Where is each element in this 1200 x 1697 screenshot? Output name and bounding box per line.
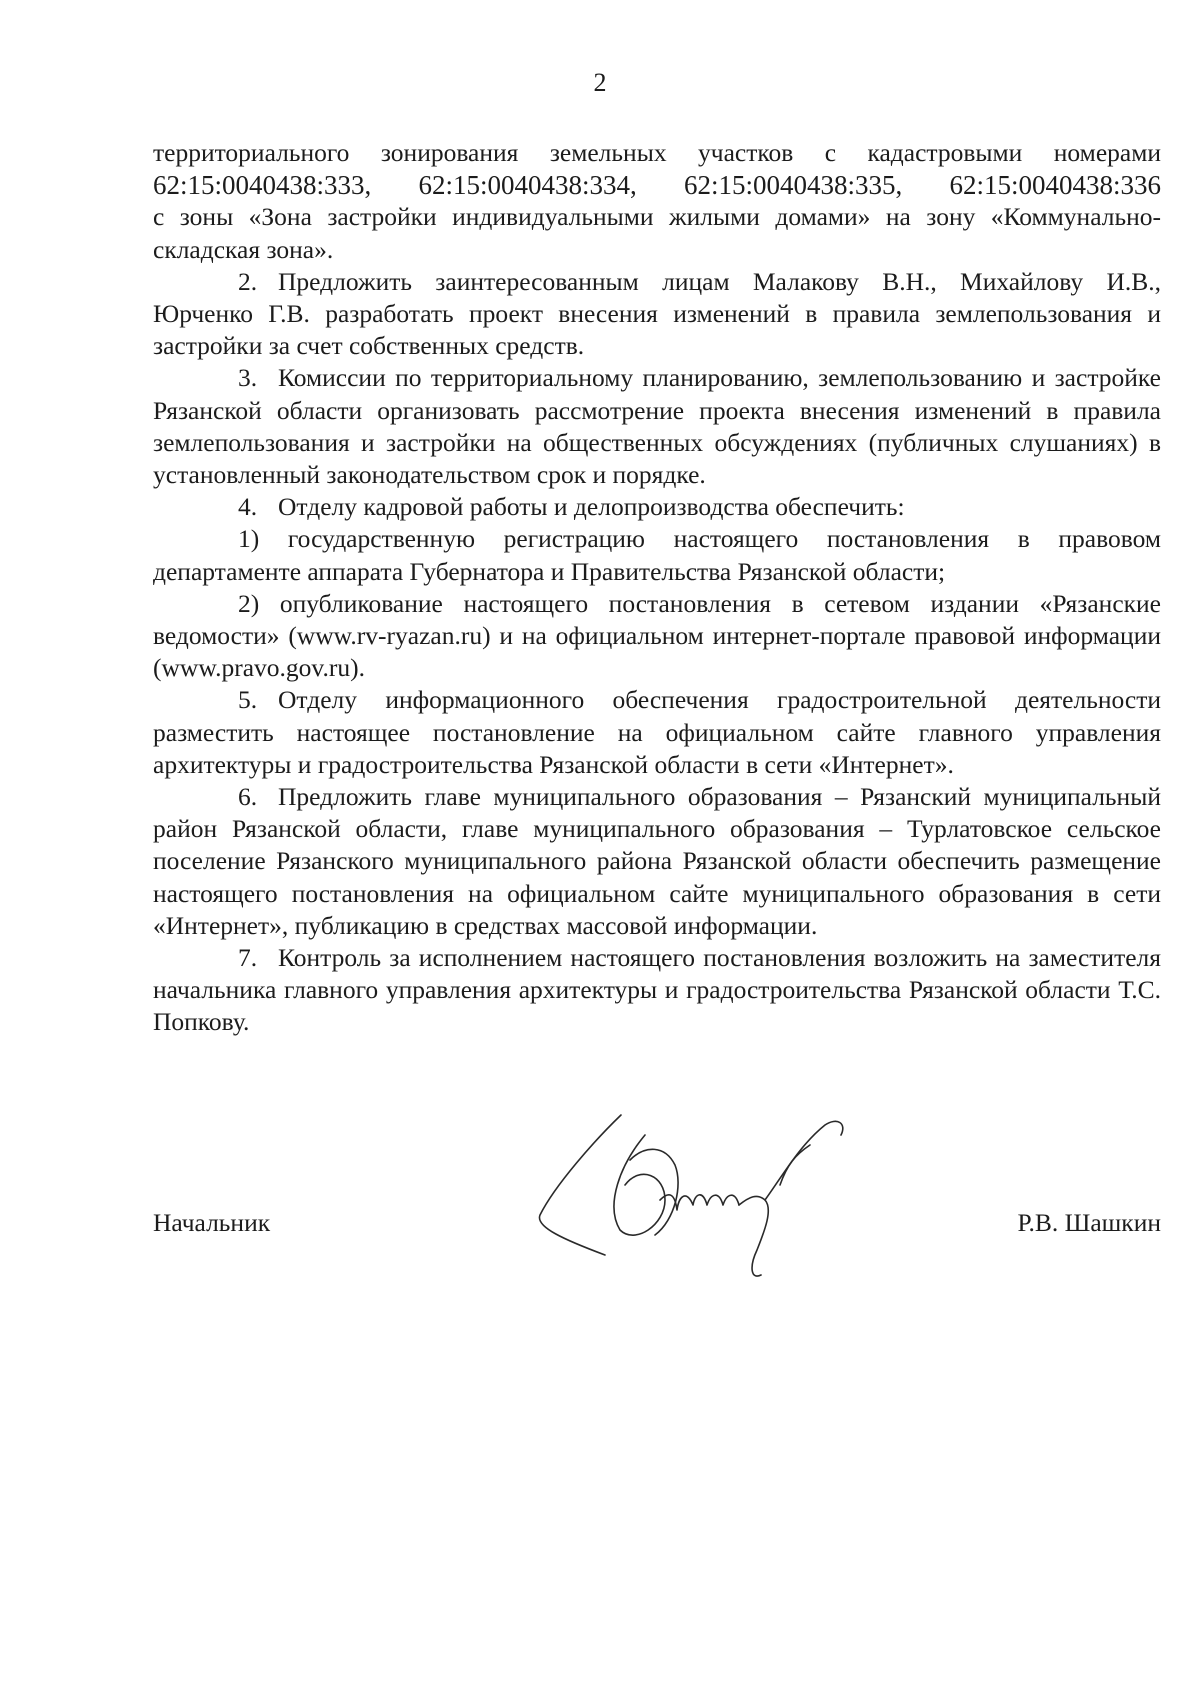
cadastral-number: 62:15:0040438:335, bbox=[683, 170, 903, 201]
page-number: 2 bbox=[593, 68, 607, 97]
item-number: 7. bbox=[238, 943, 258, 973]
handwritten-signature bbox=[525, 1105, 865, 1295]
item-number: 2. bbox=[238, 266, 258, 296]
position-title: Начальник bbox=[153, 1208, 271, 1237]
cadastral-numbers bbox=[153, 169, 1161, 201]
item-number: 3. bbox=[238, 363, 258, 393]
document-body bbox=[153, 137, 1161, 1039]
signatory-name: Р.В. Шашкин bbox=[1017, 1208, 1161, 1237]
paragraph-item-2 bbox=[153, 266, 1161, 363]
paragraph-item-4 bbox=[153, 491, 1161, 523]
item-number: 5. bbox=[238, 685, 258, 715]
cadastral-number: 62:15:0040438:336 bbox=[949, 170, 1161, 201]
paragraph-item-3 bbox=[153, 362, 1161, 491]
paragraph-item-6 bbox=[153, 781, 1161, 942]
paragraph-item-4-sub2: 2) опубликование настоящего постановления в сетевом издании «Рязанские ведомости» (www.rv-ryazan.ru) и на официальном интернет-портале правовой информации (www.pravo.gov.ru). bbox=[153, 588, 1161, 683]
signature-row bbox=[153, 1207, 1161, 1239]
item-text: Отделу информационного обеспечения градостроительной деятельности разместить настоящее постановление на официальном сайте главного управления архитектуры и градостроительства Рязанской области в сети «Интернет». bbox=[153, 685, 1161, 779]
item-text: Контроль за исполнением настоящего постановления возложить на заместителя начальника главного управления архитектуры и градостроительства Рязанской области Т.С. Попкову. bbox=[153, 943, 1161, 1037]
paragraph-item-5 bbox=[153, 684, 1161, 781]
paragraph-zoning-rest: с зоны «Зона застройки индивидуальными жилыми домами» на зону «Коммунально-складская зона». bbox=[153, 202, 1161, 264]
paragraph-zoning-line1: территориального зонирования земельных участков с кадастровыми номерами bbox=[153, 138, 1161, 167]
paragraph-item-7 bbox=[153, 942, 1161, 1039]
item-number: 6. bbox=[238, 782, 258, 812]
item-number: 4. bbox=[238, 492, 258, 522]
item-text: Предложить главе муниципального образования – Рязанский муниципальный район Рязанской области, главе муниципального образования – Турлатовское сельское поселение Рязанского муниципального района Рязанской области обеспечить размещение настоящего постановления на официальном сайте муниципального образования в сети «Интернет», публикацию в средствах массовой информации. bbox=[153, 782, 1161, 940]
item-text: Комиссии по территориальному планированию, землепользованию и застройке Рязанской области организовать рассмотрение проекта внесения изменений в правила землепользования и застройки на общественных обсуждениях (публичных слушаниях) в установленный законодательством срок и порядке. bbox=[153, 363, 1161, 490]
cadastral-number: 62:15:0040438:333, bbox=[153, 170, 372, 201]
item-text: Предложить заинтересованным лицам Малакову В.Н., Михайлову И.В., Юрченко Г.В. разработать проект внесения изменений в правила землепользования и застройки за счет собственных средств. bbox=[153, 266, 1161, 361]
item-text: Отделу кадровой работы и делопроизводства обеспечить: bbox=[278, 492, 905, 522]
paragraph-item-4-sub1: 1) государственную регистрацию настоящего постановления в правовом департаменте аппарата Губернатора и Правительства Рязанской области; bbox=[153, 524, 1161, 586]
cadastral-number: 62:15:0040438:334, bbox=[418, 170, 637, 201]
